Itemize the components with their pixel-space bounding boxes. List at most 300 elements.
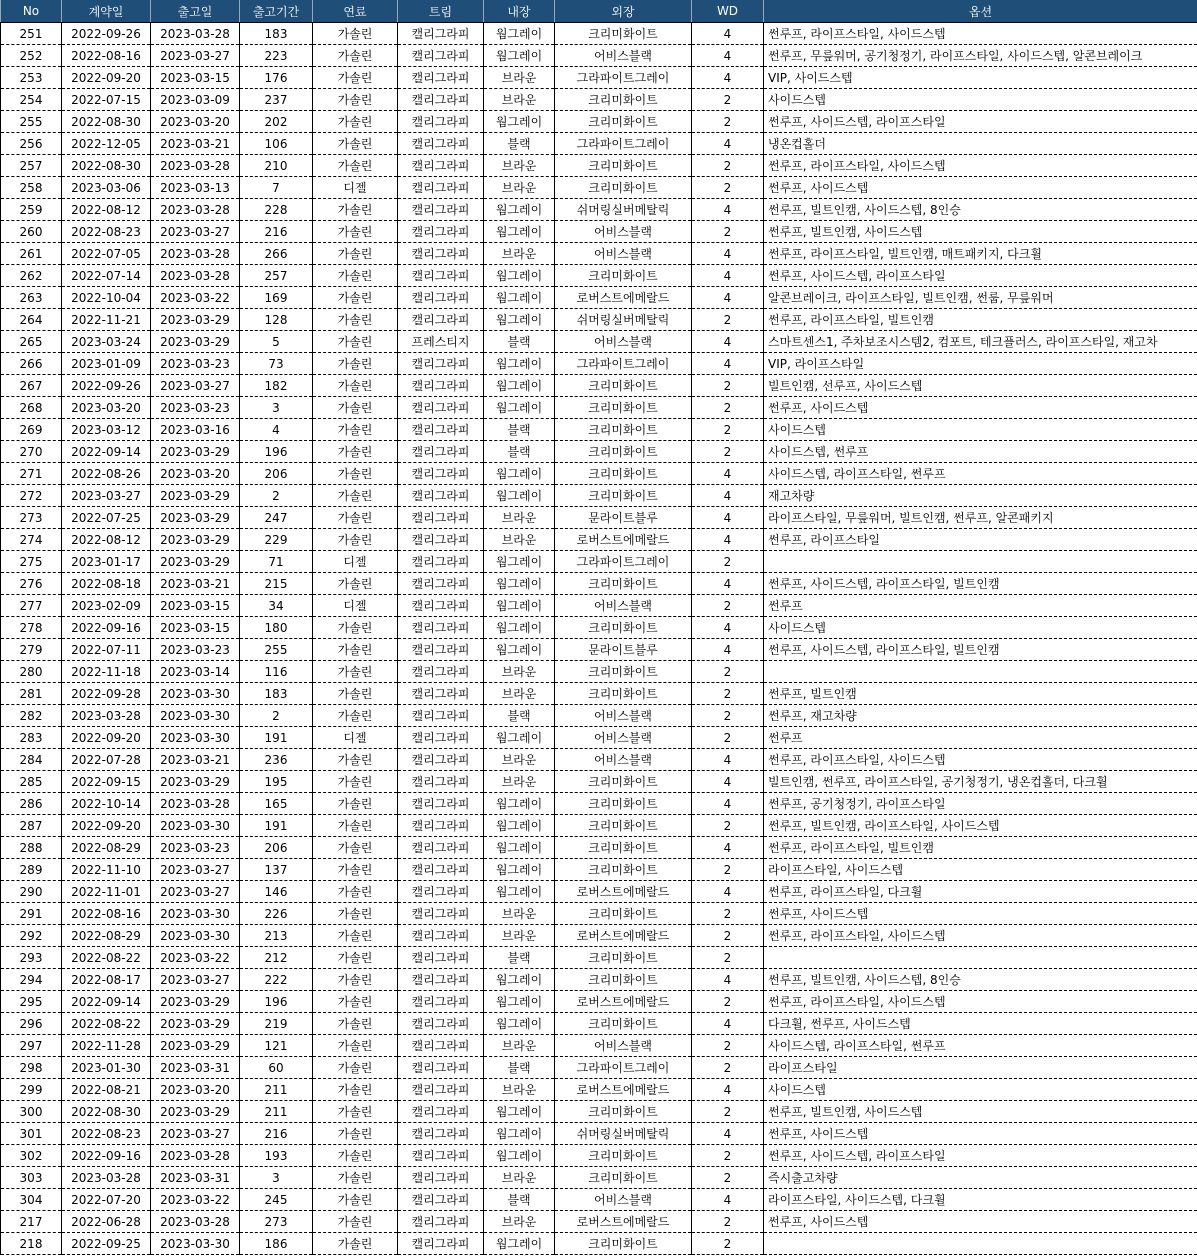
cell-wd[interactable]: 4 xyxy=(692,969,764,991)
cell-no[interactable]: 304 xyxy=(1,1189,62,1211)
table-row[interactable] xyxy=(1,375,1197,397)
cell-no[interactable]: 281 xyxy=(1,683,62,705)
cell-fuel[interactable]: 가솔린 xyxy=(313,89,398,111)
cell-no[interactable]: 291 xyxy=(1,903,62,925)
cell-trim[interactable]: 캘리그라피 xyxy=(398,397,484,419)
cell-exterior[interactable]: 어비스블랙 xyxy=(555,221,692,243)
cell-delivery-period[interactable]: 137 xyxy=(240,859,313,881)
cell-exterior[interactable]: 크리미화이트 xyxy=(555,683,692,705)
cell-exterior[interactable]: 그라파이트그레이 xyxy=(555,353,692,375)
table-row[interactable] xyxy=(1,837,1197,859)
column-header-exterior[interactable]: 외장 xyxy=(555,0,692,23)
cell-delivery-date[interactable]: 2023-03-15 xyxy=(151,67,240,89)
cell-options[interactable]: 썬루프, 빌트인캠, 사이드스텝 xyxy=(764,1101,1197,1123)
table-row[interactable] xyxy=(1,441,1197,463)
cell-interior[interactable]: 웜그레이 xyxy=(484,23,555,45)
cell-wd[interactable]: 4 xyxy=(692,45,764,67)
cell-contract-date[interactable]: 2022-08-23 xyxy=(62,221,151,243)
cell-exterior[interactable]: 쉬머링실버메탈릭 xyxy=(555,309,692,331)
cell-delivery-date[interactable]: 2023-03-16 xyxy=(151,419,240,441)
cell-options[interactable]: 썬루프, 사이드스텝 xyxy=(764,903,1197,925)
cell-delivery-period[interactable]: 206 xyxy=(240,837,313,859)
cell-options[interactable]: 썬루프, 빌트인캠, 사이드스텝, 8인승 xyxy=(764,199,1197,221)
cell-trim[interactable]: 캘리그라피 xyxy=(398,815,484,837)
cell-wd[interactable]: 4 xyxy=(692,243,764,265)
cell-contract-date[interactable]: 2022-07-25 xyxy=(62,507,151,529)
cell-delivery-date[interactable]: 2023-03-27 xyxy=(151,859,240,881)
cell-delivery-date[interactable]: 2023-03-22 xyxy=(151,287,240,309)
cell-delivery-date[interactable]: 2023-03-28 xyxy=(151,1211,240,1233)
cell-delivery-period[interactable]: 191 xyxy=(240,727,313,749)
cell-options[interactable]: 썬루프, 라이프스타일, 사이드스텝 xyxy=(764,925,1197,947)
cell-wd[interactable]: 2 xyxy=(692,903,764,925)
cell-trim[interactable]: 캘리그라피 xyxy=(398,683,484,705)
table-row[interactable] xyxy=(1,1035,1197,1057)
cell-interior[interactable]: 브라운 xyxy=(484,67,555,89)
cell-fuel[interactable]: 가솔린 xyxy=(313,507,398,529)
cell-fuel[interactable]: 가솔린 xyxy=(313,441,398,463)
cell-interior[interactable]: 브라운 xyxy=(484,243,555,265)
cell-delivery-date[interactable]: 2023-03-15 xyxy=(151,595,240,617)
cell-delivery-period[interactable]: 216 xyxy=(240,221,313,243)
cell-exterior[interactable]: 그라파이트그레이 xyxy=(555,67,692,89)
cell-no[interactable]: 259 xyxy=(1,199,62,221)
cell-delivery-date[interactable]: 2023-03-21 xyxy=(151,573,240,595)
cell-delivery-period[interactable]: 146 xyxy=(240,881,313,903)
cell-trim[interactable]: 캘리그라피 xyxy=(398,419,484,441)
cell-delivery-period[interactable]: 106 xyxy=(240,133,313,155)
cell-delivery-date[interactable]: 2023-03-30 xyxy=(151,1233,240,1255)
cell-delivery-date[interactable]: 2023-03-30 xyxy=(151,903,240,925)
cell-delivery-date[interactable]: 2023-03-23 xyxy=(151,639,240,661)
cell-wd[interactable]: 2 xyxy=(692,111,764,133)
cell-delivery-date[interactable]: 2023-03-29 xyxy=(151,551,240,573)
cell-contract-date[interactable]: 2022-08-16 xyxy=(62,903,151,925)
table-row[interactable] xyxy=(1,1233,1197,1255)
cell-contract-date[interactable]: 2022-09-26 xyxy=(62,23,151,45)
cell-wd[interactable]: 2 xyxy=(692,661,764,683)
cell-delivery-period[interactable]: 247 xyxy=(240,507,313,529)
cell-interior[interactable]: 웜그레이 xyxy=(484,45,555,67)
cell-options[interactable]: 썬루프, 라이프스타일, 사이드스텝 xyxy=(764,23,1197,45)
cell-interior[interactable]: 브라운 xyxy=(484,155,555,177)
table-row[interactable] xyxy=(1,727,1197,749)
cell-trim[interactable]: 캘리그라피 xyxy=(398,859,484,881)
cell-contract-date[interactable]: 2022-11-21 xyxy=(62,309,151,331)
cell-interior[interactable]: 웜그레이 xyxy=(484,551,555,573)
table-row[interactable] xyxy=(1,45,1197,67)
cell-contract-date[interactable]: 2022-09-20 xyxy=(62,815,151,837)
cell-delivery-period[interactable]: 266 xyxy=(240,243,313,265)
cell-delivery-date[interactable]: 2023-03-23 xyxy=(151,353,240,375)
cell-interior[interactable]: 웜그레이 xyxy=(484,353,555,375)
cell-trim[interactable]: 캘리그라피 xyxy=(398,111,484,133)
cell-no[interactable]: 272 xyxy=(1,485,62,507)
cell-wd[interactable]: 4 xyxy=(692,793,764,815)
table-row[interactable] xyxy=(1,507,1197,529)
cell-delivery-period[interactable]: 211 xyxy=(240,1101,313,1123)
cell-fuel[interactable]: 가솔린 xyxy=(313,969,398,991)
cell-interior[interactable]: 브라운 xyxy=(484,89,555,111)
cell-contract-date[interactable]: 2022-08-26 xyxy=(62,463,151,485)
cell-delivery-date[interactable]: 2023-03-29 xyxy=(151,1035,240,1057)
cell-interior[interactable]: 브라운 xyxy=(484,1211,555,1233)
table-row[interactable] xyxy=(1,551,1197,573)
cell-wd[interactable]: 2 xyxy=(692,595,764,617)
cell-trim[interactable]: 캘리그라피 xyxy=(398,177,484,199)
cell-fuel[interactable]: 가솔린 xyxy=(313,881,398,903)
cell-interior[interactable]: 웜그레이 xyxy=(484,221,555,243)
cell-trim[interactable]: 캘리그라피 xyxy=(398,1145,484,1167)
cell-options[interactable]: 재고차량 xyxy=(764,485,1197,507)
cell-exterior[interactable]: 크리미화이트 xyxy=(555,177,692,199)
cell-delivery-date[interactable]: 2023-03-31 xyxy=(151,1167,240,1189)
table-row[interactable] xyxy=(1,1167,1197,1189)
cell-contract-date[interactable]: 2022-08-12 xyxy=(62,199,151,221)
column-header-fuel[interactable]: 연료 xyxy=(313,0,398,23)
cell-contract-date[interactable]: 2022-08-29 xyxy=(62,837,151,859)
cell-fuel[interactable]: 가솔린 xyxy=(313,1123,398,1145)
cell-exterior[interactable]: 로버스트에메랄드 xyxy=(555,287,692,309)
cell-exterior[interactable]: 크리미화이트 xyxy=(555,947,692,969)
cell-fuel[interactable]: 가솔린 xyxy=(313,463,398,485)
table-row[interactable] xyxy=(1,1189,1197,1211)
cell-exterior[interactable]: 어비스블랙 xyxy=(555,595,692,617)
cell-exterior[interactable]: 크리미화이트 xyxy=(555,1233,692,1255)
cell-options[interactable]: 냉온컵홀더 xyxy=(764,133,1197,155)
cell-fuel[interactable]: 디젤 xyxy=(313,595,398,617)
cell-contract-date[interactable]: 2022-10-04 xyxy=(62,287,151,309)
cell-options[interactable]: 사이드스텝, 라이프스타일, 썬루프 xyxy=(764,1035,1197,1057)
cell-delivery-period[interactable]: 73 xyxy=(240,353,313,375)
table-row[interactable] xyxy=(1,771,1197,793)
cell-wd[interactable]: 4 xyxy=(692,265,764,287)
cell-interior[interactable]: 웜그레이 xyxy=(484,815,555,837)
cell-delivery-period[interactable]: 202 xyxy=(240,111,313,133)
cell-fuel[interactable]: 가솔린 xyxy=(313,45,398,67)
cell-exterior[interactable]: 그라파이트그레이 xyxy=(555,1057,692,1079)
cell-delivery-period[interactable]: 182 xyxy=(240,375,313,397)
cell-contract-date[interactable]: 2022-10-14 xyxy=(62,793,151,815)
cell-interior[interactable]: 블랙 xyxy=(484,331,555,353)
table-row[interactable] xyxy=(1,617,1197,639)
cell-options[interactable] xyxy=(764,551,1197,573)
cell-no[interactable]: 293 xyxy=(1,947,62,969)
cell-fuel[interactable]: 가솔린 xyxy=(313,1035,398,1057)
cell-no[interactable]: 218 xyxy=(1,1233,62,1255)
cell-trim[interactable]: 캘리그라피 xyxy=(398,749,484,771)
cell-interior[interactable]: 브라운 xyxy=(484,749,555,771)
column-header-delivery-period[interactable]: 출고기간 xyxy=(240,0,313,23)
cell-options[interactable]: 즉시출고차량 xyxy=(764,1167,1197,1189)
cell-contract-date[interactable]: 2022-09-28 xyxy=(62,683,151,705)
cell-contract-date[interactable]: 2023-01-09 xyxy=(62,353,151,375)
cell-options[interactable]: 썬루프, 재고차량 xyxy=(764,705,1197,727)
table-row[interactable] xyxy=(1,243,1197,265)
cell-exterior[interactable]: 크리미화이트 xyxy=(555,441,692,463)
cell-no[interactable]: 252 xyxy=(1,45,62,67)
cell-delivery-period[interactable]: 121 xyxy=(240,1035,313,1057)
cell-delivery-date[interactable]: 2023-03-13 xyxy=(151,177,240,199)
cell-trim[interactable]: 캘리그라피 xyxy=(398,595,484,617)
cell-no[interactable]: 282 xyxy=(1,705,62,727)
cell-exterior[interactable]: 크리미화이트 xyxy=(555,155,692,177)
cell-fuel[interactable]: 가솔린 xyxy=(313,925,398,947)
table-row[interactable] xyxy=(1,199,1197,221)
cell-fuel[interactable]: 가솔린 xyxy=(313,573,398,595)
cell-fuel[interactable]: 가솔린 xyxy=(313,23,398,45)
cell-wd[interactable]: 4 xyxy=(692,133,764,155)
cell-interior[interactable]: 웜그레이 xyxy=(484,397,555,419)
table-row[interactable] xyxy=(1,661,1197,683)
cell-fuel[interactable]: 가솔린 xyxy=(313,991,398,1013)
cell-contract-date[interactable]: 2022-09-20 xyxy=(62,727,151,749)
column-header-interior[interactable]: 내장 xyxy=(484,0,555,23)
cell-delivery-date[interactable]: 2023-03-30 xyxy=(151,727,240,749)
cell-delivery-date[interactable]: 2023-03-29 xyxy=(151,529,240,551)
cell-interior[interactable]: 웜그레이 xyxy=(484,463,555,485)
cell-contract-date[interactable]: 2022-08-21 xyxy=(62,1079,151,1101)
cell-options[interactable]: 사이드스텝 xyxy=(764,617,1197,639)
cell-options[interactable]: 라이프스타일 xyxy=(764,1057,1197,1079)
cell-fuel[interactable]: 가솔린 xyxy=(313,815,398,837)
cell-contract-date[interactable]: 2022-09-16 xyxy=(62,617,151,639)
cell-fuel[interactable]: 가솔린 xyxy=(313,353,398,375)
cell-interior[interactable]: 블랙 xyxy=(484,133,555,155)
cell-options[interactable]: 썬루프, 사이드스텝 xyxy=(764,397,1197,419)
cell-exterior[interactable]: 어비스블랙 xyxy=(555,1035,692,1057)
cell-exterior[interactable]: 크리미화이트 xyxy=(555,485,692,507)
cell-delivery-period[interactable]: 2 xyxy=(240,485,313,507)
cell-trim[interactable]: 캘리그라피 xyxy=(398,1101,484,1123)
cell-no[interactable]: 279 xyxy=(1,639,62,661)
cell-no[interactable]: 262 xyxy=(1,265,62,287)
cell-interior[interactable]: 블랙 xyxy=(484,1189,555,1211)
cell-delivery-period[interactable]: 71 xyxy=(240,551,313,573)
cell-delivery-period[interactable]: 128 xyxy=(240,309,313,331)
cell-wd[interactable]: 2 xyxy=(692,177,764,199)
cell-exterior[interactable]: 크리미화이트 xyxy=(555,793,692,815)
cell-exterior[interactable]: 로버스트에메랄드 xyxy=(555,925,692,947)
cell-delivery-period[interactable]: 4 xyxy=(240,419,313,441)
cell-delivery-date[interactable]: 2023-03-22 xyxy=(151,947,240,969)
cell-trim[interactable]: 캘리그라피 xyxy=(398,551,484,573)
cell-fuel[interactable]: 가솔린 xyxy=(313,375,398,397)
column-header-no[interactable]: No xyxy=(1,0,62,23)
cell-contract-date[interactable]: 2022-07-20 xyxy=(62,1189,151,1211)
cell-trim[interactable]: 캘리그라피 xyxy=(398,529,484,551)
cell-fuel[interactable]: 가솔린 xyxy=(313,661,398,683)
cell-trim[interactable]: 캘리그라피 xyxy=(398,617,484,639)
cell-exterior[interactable]: 어비스블랙 xyxy=(555,705,692,727)
cell-fuel[interactable]: 가솔린 xyxy=(313,221,398,243)
cell-contract-date[interactable]: 2022-09-16 xyxy=(62,1145,151,1167)
cell-trim[interactable]: 캘리그라피 xyxy=(398,1233,484,1255)
cell-contract-date[interactable]: 2022-12-05 xyxy=(62,133,151,155)
cell-delivery-period[interactable]: 3 xyxy=(240,1167,313,1189)
cell-delivery-date[interactable]: 2023-03-22 xyxy=(151,1189,240,1211)
cell-wd[interactable]: 2 xyxy=(692,947,764,969)
cell-delivery-period[interactable]: 223 xyxy=(240,45,313,67)
cell-trim[interactable]: 캘리그라피 xyxy=(398,881,484,903)
cell-trim[interactable]: 캘리그라피 xyxy=(398,133,484,155)
cell-wd[interactable]: 4 xyxy=(692,23,764,45)
cell-contract-date[interactable]: 2023-03-28 xyxy=(62,705,151,727)
cell-exterior[interactable]: 크리미화이트 xyxy=(555,1145,692,1167)
cell-delivery-date[interactable]: 2023-03-27 xyxy=(151,375,240,397)
cell-contract-date[interactable]: 2022-08-30 xyxy=(62,1101,151,1123)
cell-delivery-period[interactable]: 3 xyxy=(240,397,313,419)
cell-contract-date[interactable]: 2022-08-17 xyxy=(62,969,151,991)
cell-exterior[interactable]: 크리미화이트 xyxy=(555,111,692,133)
cell-no[interactable]: 265 xyxy=(1,331,62,353)
cell-fuel[interactable]: 가솔린 xyxy=(313,199,398,221)
cell-contract-date[interactable]: 2023-03-06 xyxy=(62,177,151,199)
cell-exterior[interactable]: 크리미화이트 xyxy=(555,89,692,111)
cell-wd[interactable]: 2 xyxy=(692,155,764,177)
cell-delivery-period[interactable]: 206 xyxy=(240,463,313,485)
cell-delivery-date[interactable]: 2023-03-30 xyxy=(151,705,240,727)
cell-delivery-date[interactable]: 2023-03-27 xyxy=(151,221,240,243)
table-row[interactable] xyxy=(1,815,1197,837)
cell-delivery-date[interactable]: 2023-03-21 xyxy=(151,749,240,771)
cell-delivery-period[interactable]: 191 xyxy=(240,815,313,837)
table-row[interactable] xyxy=(1,265,1197,287)
cell-no[interactable]: 254 xyxy=(1,89,62,111)
cell-delivery-date[interactable]: 2023-03-29 xyxy=(151,485,240,507)
cell-trim[interactable]: 캘리그라피 xyxy=(398,947,484,969)
table-row[interactable] xyxy=(1,1057,1197,1079)
table-row[interactable] xyxy=(1,749,1197,771)
cell-options[interactable]: 썬루프 xyxy=(764,595,1197,617)
cell-trim[interactable]: 캘리그라피 xyxy=(398,287,484,309)
cell-trim[interactable]: 캘리그라피 xyxy=(398,243,484,265)
cell-trim[interactable]: 캘리그라피 xyxy=(398,221,484,243)
cell-contract-date[interactable]: 2023-02-09 xyxy=(62,595,151,617)
cell-trim[interactable]: 캘리그라피 xyxy=(398,507,484,529)
cell-exterior[interactable]: 어비스블랙 xyxy=(555,1189,692,1211)
cell-exterior[interactable]: 쉬머링실버메탈릭 xyxy=(555,199,692,221)
cell-options[interactable]: 썬루프, 사이드스텝, 라이프스타일, 빌트인캠 xyxy=(764,639,1197,661)
cell-trim[interactable]: 캘리그라피 xyxy=(398,1013,484,1035)
table-row[interactable] xyxy=(1,947,1197,969)
table-row[interactable] xyxy=(1,221,1197,243)
cell-trim[interactable]: 캘리그라피 xyxy=(398,771,484,793)
cell-delivery-date[interactable]: 2023-03-28 xyxy=(151,155,240,177)
cell-options[interactable]: 다크휠, 썬루프, 사이드스텝 xyxy=(764,1013,1197,1035)
cell-exterior[interactable]: 크리미화이트 xyxy=(555,661,692,683)
cell-delivery-period[interactable]: 7 xyxy=(240,177,313,199)
cell-no[interactable]: 217 xyxy=(1,1211,62,1233)
table-row[interactable] xyxy=(1,485,1197,507)
cell-options[interactable]: 사이드스텝, 라이프스타일, 썬루프 xyxy=(764,463,1197,485)
cell-exterior[interactable]: 로버스트에메랄드 xyxy=(555,1211,692,1233)
cell-wd[interactable]: 2 xyxy=(692,1035,764,1057)
cell-trim[interactable]: 캘리그라피 xyxy=(398,463,484,485)
cell-trim[interactable]: 캘리그라피 xyxy=(398,1189,484,1211)
cell-trim[interactable]: 캘리그라피 xyxy=(398,485,484,507)
cell-fuel[interactable]: 가솔린 xyxy=(313,419,398,441)
cell-options[interactable] xyxy=(764,1233,1197,1255)
cell-exterior[interactable]: 크리미화이트 xyxy=(555,1167,692,1189)
cell-no[interactable]: 273 xyxy=(1,507,62,529)
cell-wd[interactable]: 4 xyxy=(692,617,764,639)
cell-exterior[interactable]: 크리미화이트 xyxy=(555,419,692,441)
cell-trim[interactable]: 캘리그라피 xyxy=(398,1057,484,1079)
cell-contract-date[interactable]: 2022-08-22 xyxy=(62,947,151,969)
cell-interior[interactable]: 웜그레이 xyxy=(484,837,555,859)
cell-wd[interactable]: 4 xyxy=(692,331,764,353)
cell-wd[interactable]: 2 xyxy=(692,441,764,463)
table-row[interactable] xyxy=(1,1123,1197,1145)
cell-fuel[interactable]: 가솔린 xyxy=(313,793,398,815)
cell-exterior[interactable]: 크리미화이트 xyxy=(555,1101,692,1123)
cell-delivery-date[interactable]: 2023-03-29 xyxy=(151,1013,240,1035)
cell-fuel[interactable]: 가솔린 xyxy=(313,265,398,287)
cell-contract-date[interactable]: 2022-09-14 xyxy=(62,441,151,463)
cell-no[interactable]: 296 xyxy=(1,1013,62,1035)
cell-delivery-period[interactable]: 273 xyxy=(240,1211,313,1233)
cell-wd[interactable]: 2 xyxy=(692,1145,764,1167)
cell-options[interactable]: 썬루프, 라이프스타일, 빌트인캠 xyxy=(764,309,1197,331)
cell-options[interactable] xyxy=(764,947,1197,969)
cell-delivery-date[interactable]: 2023-03-20 xyxy=(151,1079,240,1101)
cell-interior[interactable]: 웜그레이 xyxy=(484,617,555,639)
cell-delivery-date[interactable]: 2023-03-29 xyxy=(151,331,240,353)
cell-interior[interactable]: 블랙 xyxy=(484,1057,555,1079)
cell-no[interactable]: 285 xyxy=(1,771,62,793)
cell-delivery-date[interactable]: 2023-03-20 xyxy=(151,463,240,485)
cell-interior[interactable]: 웜그레이 xyxy=(484,199,555,221)
cell-no[interactable]: 294 xyxy=(1,969,62,991)
cell-wd[interactable]: 4 xyxy=(692,485,764,507)
cell-contract-date[interactable]: 2022-09-26 xyxy=(62,375,151,397)
cell-delivery-period[interactable]: 255 xyxy=(240,639,313,661)
cell-options[interactable]: 썬루프, 사이드스텝, 라이프스타일 xyxy=(764,265,1197,287)
cell-contract-date[interactable]: 2022-07-15 xyxy=(62,89,151,111)
cell-wd[interactable]: 2 xyxy=(692,419,764,441)
cell-fuel[interactable]: 가솔린 xyxy=(313,1057,398,1079)
cell-exterior[interactable]: 그라파이트그레이 xyxy=(555,551,692,573)
cell-exterior[interactable]: 크리미화이트 xyxy=(555,265,692,287)
cell-wd[interactable]: 2 xyxy=(692,221,764,243)
cell-wd[interactable]: 4 xyxy=(692,199,764,221)
cell-contract-date[interactable]: 2022-08-16 xyxy=(62,45,151,67)
cell-interior[interactable]: 웜그레이 xyxy=(484,639,555,661)
cell-interior[interactable]: 웜그레이 xyxy=(484,1145,555,1167)
cell-delivery-date[interactable]: 2023-03-27 xyxy=(151,881,240,903)
cell-trim[interactable]: 캘리그라피 xyxy=(398,903,484,925)
cell-interior[interactable]: 브라운 xyxy=(484,771,555,793)
cell-options[interactable]: 라이프스타일, 무릎워머, 빌트인캠, 썬루프, 알콘패키지 xyxy=(764,507,1197,529)
cell-interior[interactable]: 브라운 xyxy=(484,1079,555,1101)
table-row[interactable] xyxy=(1,419,1197,441)
cell-trim[interactable]: 캘리그라피 xyxy=(398,639,484,661)
cell-fuel[interactable]: 가솔린 xyxy=(313,859,398,881)
cell-options[interactable]: 썬루프, 빌트인캠, 사이드스텝, 8인승 xyxy=(764,969,1197,991)
cell-delivery-period[interactable]: 2 xyxy=(240,705,313,727)
cell-delivery-date[interactable]: 2023-03-28 xyxy=(151,793,240,815)
cell-no[interactable]: 299 xyxy=(1,1079,62,1101)
cell-no[interactable]: 271 xyxy=(1,463,62,485)
cell-exterior[interactable]: 문라이트블루 xyxy=(555,507,692,529)
cell-no[interactable]: 253 xyxy=(1,67,62,89)
cell-no[interactable]: 275 xyxy=(1,551,62,573)
table-row[interactable] xyxy=(1,67,1197,89)
cell-trim[interactable]: 캘리그라피 xyxy=(398,45,484,67)
cell-no[interactable]: 255 xyxy=(1,111,62,133)
table-row[interactable] xyxy=(1,573,1197,595)
